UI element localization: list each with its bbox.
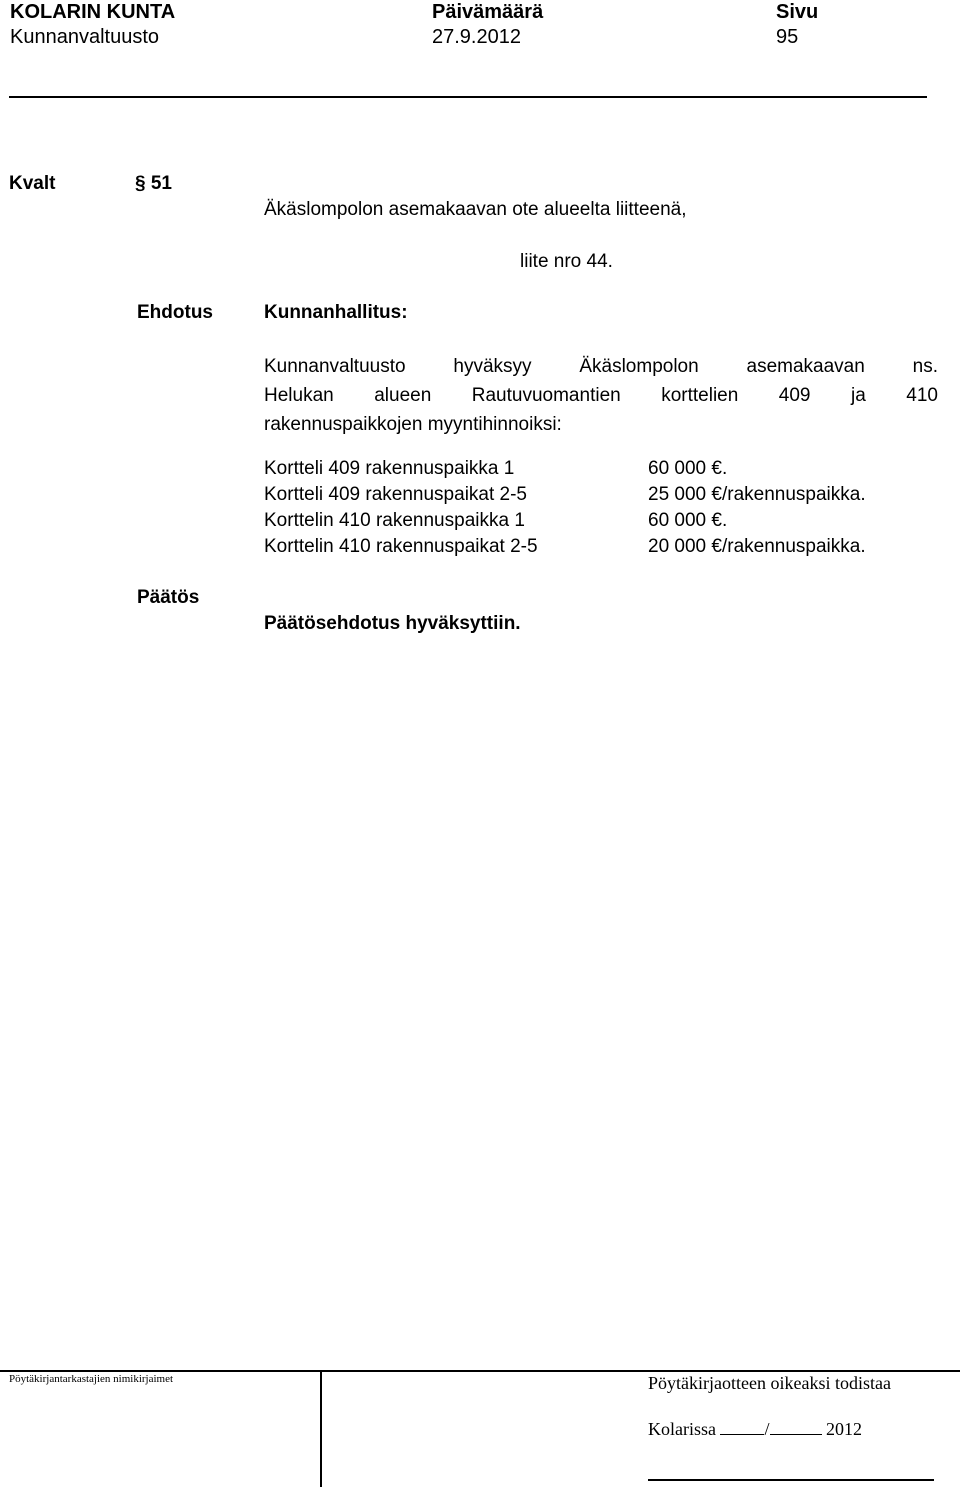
signature-line bbox=[648, 1479, 934, 1481]
signature-place: Kolarissa bbox=[648, 1419, 716, 1439]
plot-price: 25 000 €/rakennuspaikka. bbox=[648, 484, 866, 505]
date-separator: / bbox=[764, 1419, 770, 1439]
plot-price: 60 000 €. bbox=[648, 510, 728, 531]
proposal-text bbox=[264, 352, 938, 439]
decision-label: Päätös bbox=[137, 587, 200, 608]
section-code: Kvalt bbox=[9, 173, 56, 194]
page-label: Sivu bbox=[776, 1, 819, 23]
section-title: Äkäslompolon asemakaavan ote alueelta liitteenä, bbox=[264, 199, 687, 220]
footer-column-divider bbox=[320, 1370, 322, 1487]
decision-text: Päätösehdotus hyväksyttiin. bbox=[264, 613, 521, 634]
plot-price: 60 000 €. bbox=[648, 458, 728, 479]
signature-year: 2012 bbox=[826, 1419, 862, 1439]
plot-description: Kortteli 409 rakennuspaikat 2-5 bbox=[264, 484, 527, 505]
month-blank bbox=[770, 1422, 822, 1435]
organization-name: KOLARIN KUNTA bbox=[10, 1, 176, 23]
plot-description: Korttelin 410 rakennuspaikat 2-5 bbox=[264, 536, 538, 557]
proposal-text-line: Helukan alueen Rautuvuomantien korttelien 409 ja 410 bbox=[264, 385, 938, 406]
proposal-label: Ehdotus bbox=[137, 302, 213, 323]
date-value: 27.9.2012 bbox=[432, 26, 521, 48]
plot-description: Korttelin 410 rakennuspaikka 1 bbox=[264, 510, 525, 531]
proposal-author: Kunnanhallitus: bbox=[264, 302, 408, 323]
plot-price: 20 000 €/rakennuspaikka. bbox=[648, 536, 866, 557]
attachment-reference: liite nro 44. bbox=[520, 251, 613, 272]
section-paragraph-number: § 51 bbox=[135, 173, 172, 194]
proposal-text-line: Kunnanvaltuusto hyväksyy Äkäslompolon asemakaavan ns. bbox=[264, 356, 938, 377]
page-number: 95 bbox=[776, 26, 799, 48]
date-label: Päivämäärä bbox=[432, 1, 544, 23]
header-divider bbox=[9, 96, 927, 98]
plot-description: Kortteli 409 rakennuspaikka 1 bbox=[264, 458, 515, 479]
body-name: Kunnanvaltuusto bbox=[10, 26, 160, 48]
footer-divider bbox=[0, 1370, 960, 1372]
certification-label: Pöytäkirjaotteen oikeaksi todistaa bbox=[648, 1373, 891, 1393]
day-blank bbox=[720, 1422, 764, 1435]
signature-date-line bbox=[648, 1419, 862, 1440]
checkers-initials-label: Pöytäkirjantarkastajien nimikirjaimet bbox=[9, 1373, 174, 1385]
proposal-text-line: rakennuspaikkojen myyntihinnoiksi: bbox=[264, 414, 562, 435]
